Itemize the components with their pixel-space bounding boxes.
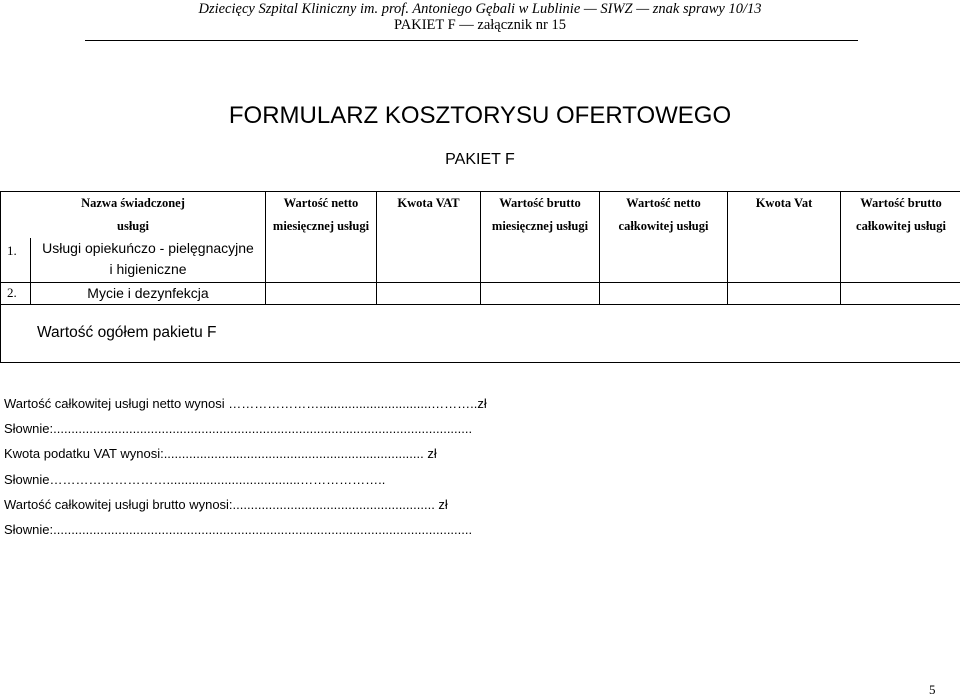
table-row [1,282,960,304]
cell-net-monthly[interactable] [266,282,377,304]
cell-gross-monthly[interactable] [481,238,600,282]
cost-table [0,191,960,363]
header-name: Nazwa świadczonej usługi [1,192,266,239]
cell-vat-monthly[interactable] [377,238,481,282]
cell-vat-total[interactable] [728,282,841,304]
row-service-name: Usługi opiekuńczo - pielęgnacyjne i higieniczne [31,238,266,282]
cell-net-total[interactable] [600,282,728,304]
summary-gross-total: Wartość całkowitej usługi brutto wynosi:........................................................ zł [4,497,448,512]
cell-vat-monthly[interactable] [377,282,481,304]
header-vat-total: Kwota Vat [728,192,841,239]
cell-net-total[interactable] [600,238,728,282]
header-gross-total: Wartość brutto całkowitej usługi [841,192,960,239]
header-net-total: Wartość netto całkowitej usługi [600,192,728,239]
document-title: FORMULARZ KOSZTORYSU OFERTOWEGO [228,102,732,129]
header-line-2: PAKIET F — załącznik nr 15 [394,17,566,33]
cell-vat-total[interactable] [728,238,841,282]
row-number: 2. [1,282,31,304]
cell-gross-monthly[interactable] [481,282,600,304]
total-row [1,304,960,362]
header-vat-monthly: Kwota VAT [377,192,481,239]
summary-gross-words: Słownie:.................................................................................................................... [4,522,473,537]
table-header-row [1,192,960,239]
header-net-monthly: Wartość netto miesięcznej usługi [266,192,377,239]
cell-gross-total[interactable] [841,238,960,282]
header-gross-monthly: Wartość brutto miesięcznej usługi [481,192,600,239]
summary-net-total: Wartość całkowitej usługi netto wynosi …………………...............................………..zł [4,396,487,411]
cell-net-monthly[interactable] [266,238,377,282]
page-number: 5 [929,682,936,697]
table-row [1,238,960,282]
header-rule [85,40,858,41]
summary-vat-amount: Kwota podatku VAT wynosi:........................................................................ zł [4,446,437,461]
cell-gross-total[interactable] [841,282,960,304]
document-subtitle: PAKIET F [445,151,515,168]
summary-net-words: Słownie:.................................................................................................................... [4,421,473,436]
header-line-1: Dziecięcy Szpital Kliniczny im. prof. Antoniego Gębali w Lublinie — SIWZ — znak sprawy 10/13 [198,1,762,17]
total-label: Wartość ogółem pakietu F [1,304,960,362]
row-number: 1. [1,238,31,282]
row-service-name: Mycie i dezynfekcja [31,282,266,304]
summary-vat-words: Słownie……………………….....................................……………….. [4,472,386,487]
